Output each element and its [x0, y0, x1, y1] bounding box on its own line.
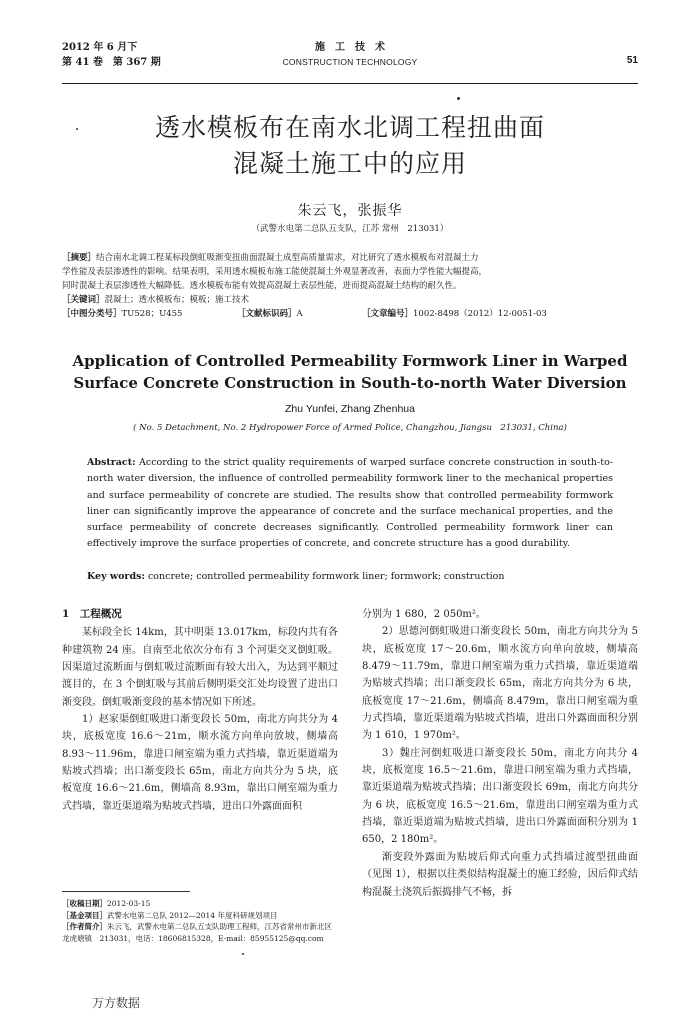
received-date: 2012-03-15 [107, 899, 151, 908]
abstract-cn-line: 同时混凝土表层渗透性大幅降低。透水模板布能有效提高混凝土表层性能，进而提高混凝土结构的耐久性。 [62, 281, 462, 291]
header-rule [62, 83, 638, 84]
body-paragraph: 某标段全长 14km，其中明渠 13.017km，标段内共有各种建筑物 24 座。自南至北依次分布有 3 个河渠交叉倒虹吸。因渠道过流断面与倒虹吸过流断面有较大出入，为达到平顺过渡目的，在 3 个倒虹吸与其前后侧明渠交汇处均设置了进出口渐变段。倒虹吸渐变段的基本情况如下所述。 [62, 627, 338, 708]
body-paragraph: 2）思德河倒虹吸进口渐变段长 50m，南北方向共分为 5 块，底板宽度 17～20.6m，顺水流方向单向放坡，侧墙高 8.479～11.79m，靠进口闸室端为重力式挡墙，靠近渠道端为贴坡式挡墙；出口渐变段长 65m，南北方向共分为 6 块，底板宽度 17～21.6m，侧墙高 8.479m，靠出口闸室端为重力式挡墙，靠近渠道端为贴坡式挡墙，进出口外露面面积分别为 1 610，1 970m²。 [362, 626, 638, 742]
running-header [62, 40, 638, 84]
title-cn-line: 混凝土施工中的应用 [232, 149, 467, 178]
affiliation-en: ( No. 5 Detachment, No. 2 Hydropower Force of Armed Police, Changzhou, Jiangsu 213031, China) [133, 423, 567, 433]
keywords-en-label: Key words: [87, 571, 145, 582]
affiliation-cn: （武警水电第二总队五支队，江苏 常州 213031） [251, 224, 449, 234]
keywords-en-text: concrete; controlled permeability formwork liner; formwork; construction [147, 571, 505, 582]
section-heading: 1 工程概况 [62, 608, 122, 620]
paper-title-cn [0, 110, 700, 182]
abstract-en-label: Abstract: [87, 457, 136, 468]
issue-date: 2012 年 6 月下 [62, 42, 138, 53]
fund-project: 武警水电第二总队 2012—2014 年度科研规划项目 [107, 910, 278, 920]
keywords-en [87, 569, 613, 585]
watermark: 万方数据 [92, 996, 141, 1010]
doc-code: A [296, 309, 303, 319]
issue-volume: 第 41 卷 第 367 期 [62, 57, 161, 68]
article-number-label: ［文章编号］ [362, 309, 414, 319]
body-paragraph: 渐变段外露面为贴坡后仰式向重力式挡墙过渡型扭曲面（见图 1），根据以往类似结构混凝土的施工经验，因后仰式结构混凝土浇筑后振捣排气不畅，拆 [362, 851, 638, 898]
body-paragraph: 3）魏庄河倒虹吸进口渐变段长 50m，南北方向共分 4 块，底板宽度 16.5～21.6m，靠进口闸室端为重力式挡墙，靠近渠道端为贴坡式挡墙；出口渐变段长 69m，南北方向共分为 6 块，底板宽度 16.5～21.6m，靠进出口闸室端为重力式挡墙，靠近渠道端为贴坡式挡墙，进出口外露面面积分别为 1 650，2 180m²。 [362, 747, 638, 846]
keywords-cn: 混凝土；透水模板布；模板；施工技术 [104, 295, 250, 305]
journal-name-cn: 施 工 技 术 [315, 42, 385, 53]
keywords-cn-label: ［关键词］ [62, 295, 105, 305]
footnote-rule [62, 891, 190, 892]
article-number: 1002-8498（2012）12-0051-03 [413, 309, 547, 319]
title-cn-line: 透水模板布在南水北调工程扭曲面 [154, 113, 545, 142]
author-bio-label: ［作者简介］ [62, 922, 107, 931]
title-en-line: Application of Controlled Permeability Formwork Liner in Warped [72, 352, 628, 370]
abstract-cn-line: 学性能及表层渗透性的影响。结果表明，采用透水模板布施工能使混凝土外观显著改善，表面力学性能大幅提高， [62, 267, 488, 277]
received-label: ［收稿日期］ [62, 899, 107, 908]
abstract-en-text: According to the strict quality requirements of warped surface concrete construction in south-to-north water diversion, the influence of controlled permeability formwork liner to the mechanical properties and surface permeability of concrete are studied. The results show that controlled permeability formwork liner can significantly improve the appearance of concrete and the surface mechanical properties, and the surface permeability of concrete decreases significantly. Controlled permeability formwork liner can effectively improve the surface properties of concrete, and concrete structure has a good durability. [87, 457, 614, 550]
footnote [62, 898, 338, 944]
body-paragraph: 分别为 1 680，2 050m²。 [362, 609, 486, 620]
journal-name-en: CONSTRUCTION TECHNOLOGY [282, 57, 418, 67]
scan-speck [457, 97, 460, 100]
paper-title-en [0, 350, 700, 394]
clc-number: TU528；U455 [121, 309, 183, 319]
abstract-cn [62, 251, 638, 321]
body-column-left [62, 606, 338, 815]
abstract-en [87, 455, 613, 553]
doc-code-label: ［文献标识码］ [237, 309, 297, 319]
author-bio: 朱云飞，武警水电第二总队五支队助理工程师，江苏省常州市新北区龙虎塘镇 213031，电话：18606815328，E-mail：85955125@qq.com [62, 922, 332, 943]
scan-speck [242, 953, 244, 955]
body-column-right [362, 606, 638, 901]
title-en-line: Surface Concrete Construction in South-to-north Water Diversion [73, 374, 627, 392]
clc-label: ［中图分类号］ [62, 309, 122, 319]
abstract-cn-line: 结合南水北调工程某标段倒虹吸渐变扭曲面混凝土成型高质量需求，对比研究了透水模板布对混凝土力 [96, 253, 479, 263]
page-number: 51 [626, 55, 638, 66]
fund-label: ［基金项目］ [62, 910, 107, 920]
body-paragraph: 1）赵家渠倒虹吸进口渐变段长 50m，南北方向共分为 4 块，底板宽度 16.6～21m，顺水流方向单向放坡，侧墙高 8.93～11.96m，靠进口闸室端为重力式挡墙，靠近渠道端为贴坡式挡墙；出口渐变段长 65m，南北方向共分为 5 块，底板宽度 16.6～21.6m，侧墙高 8.93m，靠出口闸室端为重力式挡墙，靠近渠道端为贴坡式挡墙，进出口外露面面积 [62, 714, 338, 812]
authors-en: Zhu Yunfei, Zhang Zhenhua [285, 403, 415, 415]
abstract-cn-label: ［摘要］ [62, 253, 97, 263]
journal-name [62, 40, 638, 70]
authors-cn: 朱云飞，张振华 [297, 203, 403, 219]
